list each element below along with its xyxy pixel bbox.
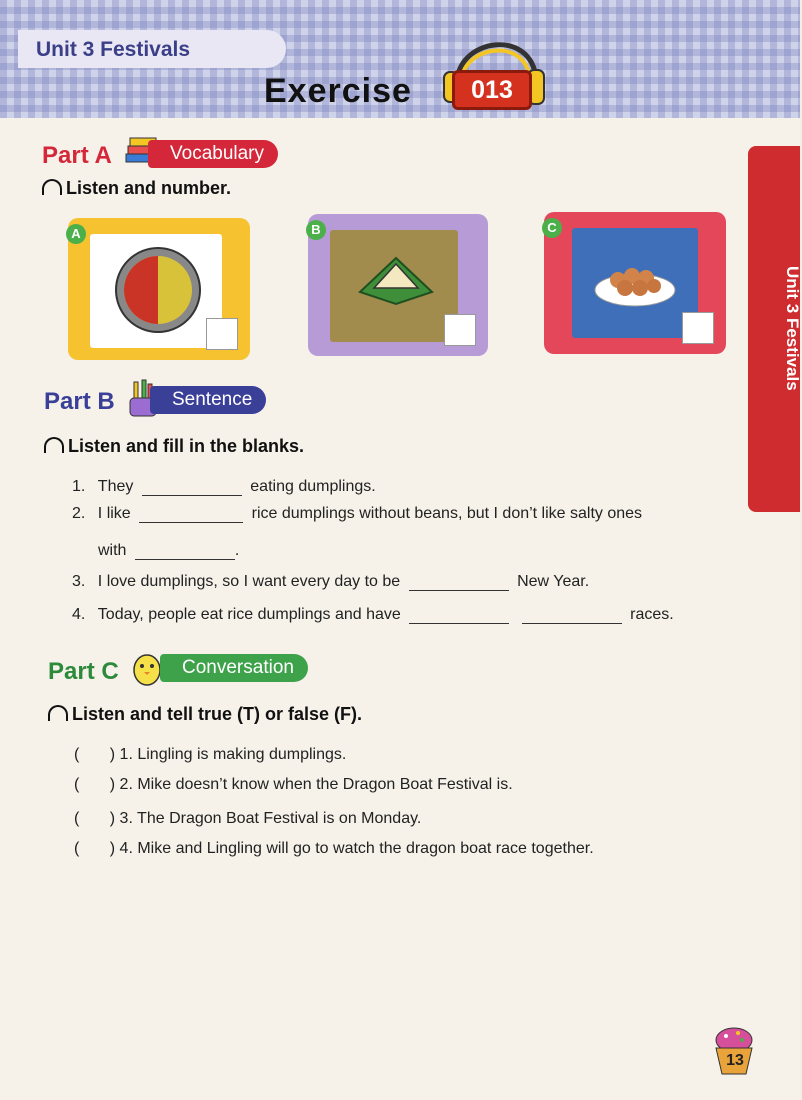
rice-dumpling-icon bbox=[354, 252, 438, 312]
sentence-text: They bbox=[97, 478, 134, 495]
exercise-title: Exercise bbox=[264, 72, 412, 110]
part-b-instruction-text: Listen and fill in the blanks. bbox=[68, 436, 305, 456]
fill-blank[interactable] bbox=[409, 590, 509, 591]
sentence-badge: Sentence bbox=[150, 386, 266, 414]
sentence-4 bbox=[72, 606, 674, 624]
exercise-number: 013 bbox=[452, 70, 532, 110]
unit-title: Unit 3 Festivals bbox=[36, 38, 191, 61]
sentence-2-continued bbox=[98, 542, 239, 560]
picture-card-a bbox=[68, 218, 250, 360]
card-b-letter: B bbox=[306, 220, 326, 240]
headphones-icon bbox=[48, 705, 68, 721]
item-number: 1. bbox=[72, 478, 86, 495]
answer-paren[interactable]: ( bbox=[74, 840, 80, 857]
tf-item-2 bbox=[74, 776, 513, 794]
fill-blank[interactable] bbox=[135, 559, 235, 560]
item-number: 4. bbox=[72, 606, 86, 623]
fill-blank[interactable] bbox=[139, 522, 243, 523]
part-a-instruction bbox=[42, 178, 231, 199]
headphones-icon bbox=[44, 437, 64, 453]
side-tab-label: Unit 3 Festivals bbox=[783, 266, 802, 391]
card-c-letter: C bbox=[542, 218, 562, 238]
part-b-instruction bbox=[44, 436, 304, 457]
sentence-text: New Year. bbox=[517, 573, 590, 590]
sentence-1 bbox=[72, 478, 376, 496]
part-a-instruction-text: Listen and number. bbox=[66, 178, 232, 198]
statement-text: ) 3. The Dragon Boat Festival is on Monday. bbox=[109, 810, 422, 827]
part-a-label: Part A bbox=[42, 142, 112, 169]
part-c-label: Part C bbox=[48, 658, 119, 685]
card-a-letter: A bbox=[66, 224, 86, 244]
chick-icon bbox=[130, 644, 164, 688]
sentence-text: with bbox=[98, 542, 127, 559]
tf-item-1 bbox=[74, 746, 346, 764]
part-c-instruction bbox=[48, 704, 362, 725]
dumplings-plate-icon bbox=[592, 254, 678, 310]
page-number: 13 bbox=[726, 1052, 744, 1069]
headphones-icon bbox=[42, 179, 62, 195]
sentence-2 bbox=[72, 505, 732, 523]
sentence-text: eating dumplings. bbox=[250, 478, 376, 495]
statement-text: ) 2. Mike doesn’t know when the Dragon Boat Festival is. bbox=[109, 776, 513, 793]
sentence-text: rice dumplings without beans, but I don’t like salty ones bbox=[251, 505, 643, 522]
sentence-text: races. bbox=[630, 606, 674, 623]
statement-text: ) 4. Mike and Lingling will go to watch the dragon boat race together. bbox=[109, 840, 594, 857]
vocabulary-badge: Vocabulary bbox=[148, 140, 278, 168]
picture-card-c bbox=[544, 212, 726, 354]
part-c-instruction-text: Listen and tell true (T) or false (F). bbox=[72, 704, 363, 724]
tf-item-4 bbox=[74, 840, 594, 858]
sentence-3 bbox=[72, 573, 589, 591]
item-number: 2. bbox=[72, 505, 86, 522]
answer-paren[interactable]: ( bbox=[74, 746, 80, 763]
side-tab bbox=[748, 146, 800, 512]
part-b-label: Part B bbox=[44, 388, 115, 415]
answer-box-c[interactable] bbox=[682, 312, 714, 344]
answer-box-b[interactable] bbox=[444, 314, 476, 346]
tf-item-3 bbox=[74, 810, 421, 828]
item-number: 3. bbox=[72, 573, 86, 590]
hot-pot-icon bbox=[110, 240, 206, 336]
statement-text: ) 1. Lingling is making dumplings. bbox=[109, 746, 347, 763]
fill-blank[interactable] bbox=[522, 623, 622, 624]
fill-blank[interactable] bbox=[409, 623, 509, 624]
sentence-text: I like bbox=[97, 505, 131, 522]
answer-paren[interactable]: ( bbox=[74, 776, 80, 793]
answer-box-a[interactable] bbox=[206, 318, 238, 350]
sentence-text: . bbox=[234, 542, 240, 559]
answer-paren[interactable]: ( bbox=[74, 810, 80, 827]
conversation-badge: Conversation bbox=[160, 654, 308, 682]
sentence-text: Today, people eat rice dumplings and have bbox=[97, 606, 401, 623]
sentence-text: I love dumplings, so I want every day to be bbox=[97, 573, 401, 590]
fill-blank[interactable] bbox=[142, 495, 242, 496]
picture-card-b bbox=[308, 214, 488, 356]
